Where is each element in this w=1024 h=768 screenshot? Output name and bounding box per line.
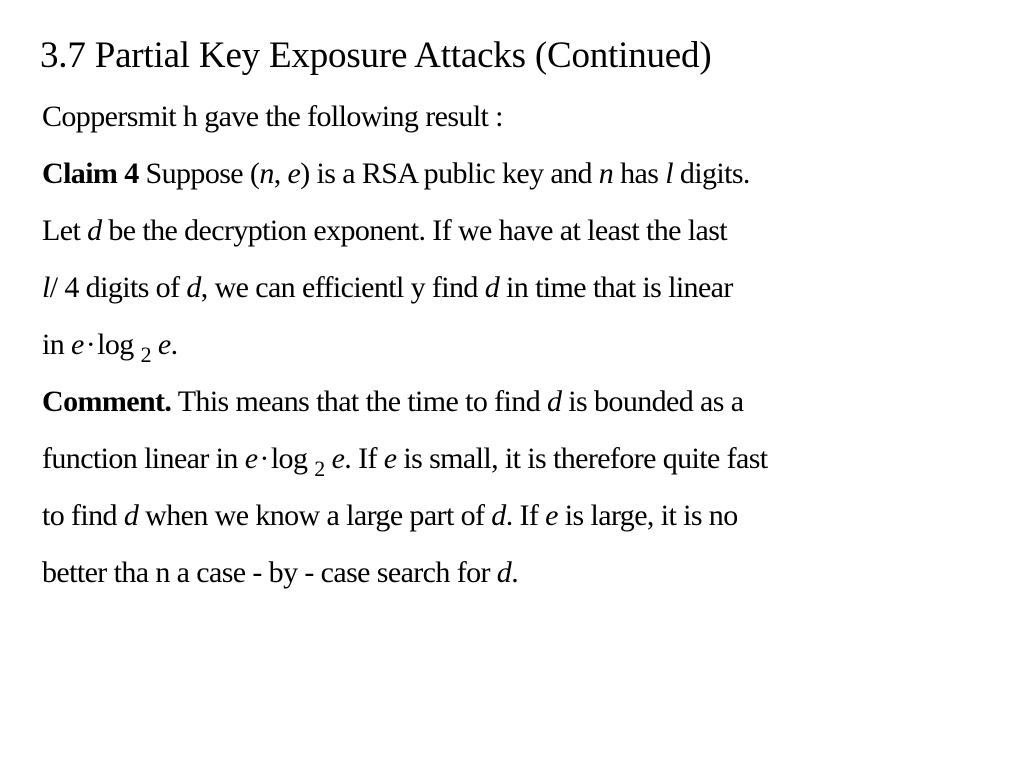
claim-line-4 [42,324,1002,381]
text-span: . If [344,442,384,475]
cdot-symbol: · [259,442,269,475]
text-span: digits. [672,157,750,190]
text-span: is large, it is no [557,499,738,532]
text-span: when we know a large part of [138,499,492,532]
intro-line [42,96,1002,153]
comment-line-4 [42,552,1002,609]
text-span: . If [505,499,546,532]
text-span: , we can efficientl y find [200,271,485,304]
comment-label: Comment. [42,385,172,418]
text-span: Let [42,214,88,247]
claim-label: Claim 4 [42,157,139,190]
text-span: is small, it is therefore quite fast [396,442,768,475]
text-span: better tha n a case - by - case search for [42,556,497,589]
comment-line-3 [42,495,1002,552]
text-span: . [170,328,178,361]
cdot-symbol: · [85,328,96,361]
claim-line-3 [42,267,1002,324]
text-span: is bounded as a [561,385,744,418]
slide-body [42,96,1002,609]
slide-title: 3.7 Partial Key Exposure Attacks (Continued) [40,35,712,76]
math-var: l [42,271,50,304]
math-var: e [545,499,558,532]
text-span: / 4 digits of [49,271,187,304]
math-var: d [87,214,102,247]
math-var: d [123,499,139,532]
math-var: d [491,499,506,532]
text-span: in [42,328,72,361]
math-var: d [547,385,562,418]
comment-line-2 [42,438,1002,495]
log-function: log [270,442,315,475]
claim-line-1 [42,153,1002,210]
math-var: n [259,157,274,190]
text-span: to find [42,499,124,532]
math-var: n [598,157,614,190]
math-var: l [665,157,673,190]
math-var: e [157,328,171,361]
intro-text: Coppersmit h gave the following result : [42,100,503,133]
comment-line-1 [42,381,1002,438]
math-var: e [383,442,397,475]
math-var: d [484,271,500,304]
log-base-subscript: 2 [314,456,325,481]
math-var: e [331,442,345,475]
text-span: in time that is linear [499,271,733,304]
math-var: e [71,328,84,361]
log-function: log [97,328,141,361]
text-span: ) is a RSA public key and [300,157,599,190]
math-var: d [496,556,512,589]
text-span: , [273,157,288,190]
math-var: d [186,271,201,304]
claim-line-2 [42,210,1002,267]
text-span: This means that the time to find [171,385,547,418]
log-base-subscript: 2 [140,342,151,367]
text-span: has [613,157,666,190]
text-span: Suppose ( [138,157,260,190]
math-var: e [244,442,258,475]
text-span: function linear in [42,442,245,475]
math-var: e [287,157,301,190]
text-span: be the decryption exponent. If we have at least the last [101,214,728,247]
text-span: . [511,556,519,589]
